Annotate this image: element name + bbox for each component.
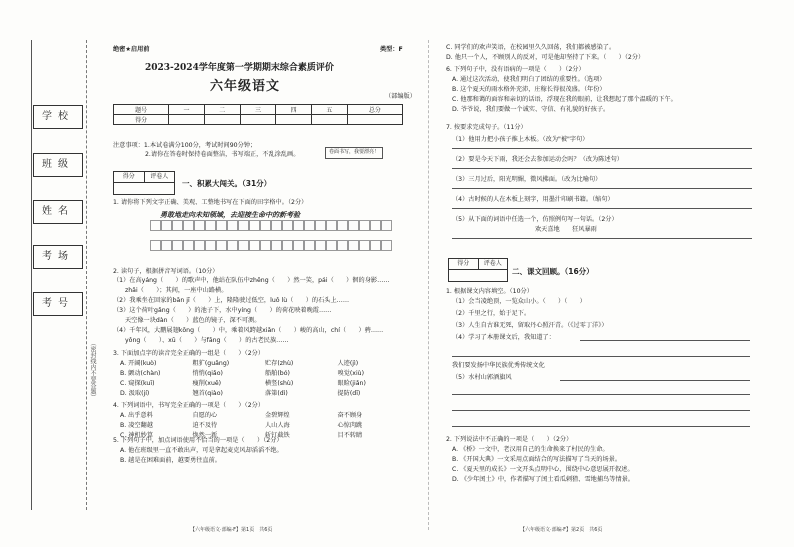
grid-cell[interactable] — [337, 220, 348, 231]
q6-option-c: C. 他那和蔼的面容和亲切的话语，浮现在我的眼前，让我想起了那个温暖的下午。 — [452, 96, 677, 103]
q5-option-a: A. 他在班级里一直不敢出声，可是拿起麦克风却滔滔不绝。 — [120, 447, 283, 454]
q2-line: （3）这个荷叶gǎng（ ）的池子下，水中yíng（ ）的荷花映着晚霞…… — [113, 307, 332, 314]
score-header: 总分 — [347, 105, 402, 115]
q5: 5. 下列句子中，加点词语使用不恰当的一项是（ ）（2分） — [113, 437, 283, 444]
grid-cell[interactable] — [381, 220, 392, 231]
score-label: 得分 — [449, 259, 479, 269]
grid-cell[interactable] — [271, 240, 282, 251]
grid-cell[interactable] — [260, 240, 271, 251]
option-item: 奋不顾身 — [337, 412, 363, 419]
grid-cell[interactable] — [183, 240, 194, 251]
section1-title: 一、积累大闯关。（31分） — [182, 179, 272, 188]
q8-1: （1）会当凌绝顶，一览众山小。（ ）（ ） — [452, 298, 586, 305]
score-row-label: 得分 — [114, 115, 169, 125]
grid-cell[interactable] — [260, 220, 271, 231]
option-item: 嗅觉(xiù) — [337, 370, 365, 377]
year-title: 2023-2024学年度第一学期期末综合素质评价 — [145, 63, 334, 73]
grid-cell[interactable] — [227, 240, 238, 251]
q2-line: （1）在高yáng（ ）的歌声中，他站在队伍中zhēng（ ）然一笑，pái（ ）徊的身影…… — [113, 277, 390, 284]
score-header: 题号 — [114, 105, 169, 115]
grader-label: 评卷人 — [483, 260, 502, 267]
grid-cell[interactable] — [205, 220, 216, 231]
grid-cell[interactable] — [172, 220, 183, 231]
option-item: 横竖(shù) — [265, 380, 294, 387]
option-row — [120, 422, 410, 432]
option-item: 金碧辉煌 — [265, 412, 290, 419]
notes-line-1: 注意事项：1.本试卷满分100分，考试时间90分钟； — [113, 142, 257, 149]
grader-label: 评卷人 — [150, 173, 169, 180]
q7-2: （2）要是今天下雨，我还会去参加运动会吗？（改为陈述句） — [452, 156, 623, 163]
grid-cell[interactable] — [359, 240, 370, 251]
score-cell — [276, 115, 312, 125]
handwriting-stamp: 卷面书写，我要漂亮！ — [325, 147, 383, 159]
score-label: 得分 — [114, 172, 145, 182]
section2-scorebox — [448, 258, 508, 282]
option-row — [120, 412, 410, 422]
answer-line[interactable] — [580, 340, 750, 341]
grid-cell[interactable] — [249, 220, 260, 231]
option-item: 人山人海 — [265, 422, 290, 429]
grid-cell[interactable] — [348, 240, 359, 251]
seal-line — [86, 40, 87, 510]
grid-cell[interactable] — [249, 240, 260, 251]
option-item: B. 凌空翻越 — [120, 422, 153, 429]
option-item: 目不转睛 — [337, 432, 363, 439]
page-footer-left: 【六年级语文·部编·F】第1页 共6页 — [190, 527, 273, 533]
option-row — [120, 390, 410, 400]
binding-line — [31, 40, 32, 510]
fold-line — [428, 40, 429, 530]
grid-cell[interactable] — [370, 220, 381, 231]
option-item: 焕然一新 — [192, 432, 218, 439]
grid-cell[interactable] — [150, 240, 161, 251]
q5-option-d: D. 他只一个人，不顾别人的反对，可是他却坚持了下来。（ ）（2分） — [446, 54, 645, 61]
q7-3: （3）三月过后，阳光明媚，微风拂面。（改为比喻句） — [452, 176, 602, 183]
option-item: C. 神机妙算 — [120, 432, 154, 439]
q6-option-a: A. 通过这次活动，使我们明白了团结的重要性。（选项） — [452, 76, 606, 83]
option-item: C. 窥探(kuī) — [120, 380, 155, 387]
grid-cell[interactable] — [326, 220, 337, 231]
q8-5: 我们要发扬中华民族优秀传统文化 — [452, 362, 545, 369]
grid-cell[interactable] — [304, 220, 315, 231]
grid-cell[interactable] — [238, 220, 249, 231]
option-row — [120, 370, 410, 380]
option-item: 瘦削(xuē) — [192, 380, 222, 387]
q8-2: （2）千里之行，始于足下。 — [452, 310, 531, 317]
q7-5-words: 欢天喜地 狂风暴雨 — [535, 226, 597, 233]
grid-cell[interactable] — [161, 240, 172, 251]
grid-cell[interactable] — [161, 220, 172, 231]
option-item: 提防(dī) — [337, 390, 361, 397]
grid-cell[interactable] — [205, 240, 216, 251]
q3: 3. 下面加点字的读音完全正确的一组是（ ）（2分） — [113, 350, 265, 357]
option-row — [120, 360, 410, 370]
q7-1: （1）他用力把小孩子推上木板。（改为"被"字句） — [452, 136, 589, 143]
q8: 1. 根据课文内容填空。（10分） — [446, 288, 533, 295]
option-item: 船舶(bó) — [265, 370, 290, 377]
q9-option-d: D. 《少年闰土》中，作者描写了闰土看瓜刺猹、雪地捕鸟等情景。 — [452, 476, 634, 483]
secret-label: 绝密★启用前 — [113, 46, 150, 53]
q9: 2. 下列说法中不正确的一项是（ ）（2分） — [446, 436, 573, 443]
q6: 6. 下列句子中，没有语病的一项是（ ）（2分） — [446, 66, 585, 73]
score-cell — [312, 115, 348, 125]
class-box: 班级 — [33, 153, 83, 177]
score-header: 四 — [276, 105, 312, 115]
answer-line[interactable] — [452, 356, 750, 357]
writing-grid[interactable] — [150, 220, 400, 266]
q1: 1. 请你将下列文字正确、美观、工整地书写在下面的田字格中。（2分） — [113, 199, 308, 206]
option-item: 人迹(jì) — [337, 360, 359, 367]
answer-line[interactable] — [452, 208, 752, 209]
option-item: B. 颤动(chàn) — [120, 370, 161, 377]
q7: 7. 按要求完成句子。（11分） — [446, 124, 527, 131]
grid-cell[interactable] — [194, 240, 205, 251]
grid-cell[interactable] — [359, 220, 370, 231]
q2-line: yǒng（ ）、xū（ ）与fāng（ ）的古老民族…… — [125, 337, 289, 344]
q2-line: （4）千年风，大鹏展翅kōng（ ）中，乘着风跨越xiǎn（ ）峻的高山，chí（ ）骋…… — [113, 327, 384, 334]
score-cell — [240, 115, 276, 125]
grid-cell[interactable] — [271, 220, 282, 231]
notes-line-2: 2.请你在答卷时保持卷面整洁，书写端正，不乱涂乱画。 — [145, 151, 300, 158]
option-item: 悄悄(qiǎo) — [192, 370, 223, 377]
option-item: D. 汲取(jí) — [120, 390, 150, 397]
answer-line[interactable] — [452, 410, 750, 411]
grid-cell[interactable] — [337, 240, 348, 251]
q2-line: 天空像一块dàn（ ）蓝色的镜子，深不可测。 — [125, 317, 261, 324]
grid-cell[interactable] — [150, 220, 161, 231]
grid-cell[interactable] — [172, 240, 183, 251]
q9-option-b: B. 《开国大典》一文采用点面结合的写法描写了当天的场景。 — [452, 456, 622, 463]
edition-label: （部编版） — [385, 93, 416, 100]
type-label: 类型：F — [380, 46, 403, 53]
option-item: 自愿的心 — [192, 412, 218, 419]
q5-option-b: B. 越是在困难面前，越要勇往直前。 — [120, 457, 221, 464]
q6-option-d: D. 爷爷说，我们要做一个诚实、守信、有礼貌的好孩子。 — [452, 106, 610, 113]
grid-cell[interactable] — [381, 240, 392, 251]
option-item: 翘首(qiào) — [192, 390, 223, 397]
score-header: 二 — [204, 105, 240, 115]
q6-option-b: B. 这个夏天的雨水格外充沛，庄稼长得很茂盛。（年份） — [452, 86, 606, 93]
q8-3: （3）人生自古谁无死，留取丹心照汗青。（《过零丁洋》） — [452, 322, 608, 329]
option-item: A. 出乎意料 — [120, 412, 153, 419]
section1-scorebox — [113, 171, 175, 195]
option-item: 心惊肉跳 — [337, 422, 363, 429]
option-item: 斩钉截铁 — [265, 432, 290, 439]
score-cell — [169, 115, 205, 125]
answer-line[interactable] — [452, 148, 752, 149]
answer-line[interactable] — [452, 426, 750, 427]
grid-cell[interactable] — [315, 220, 326, 231]
grid-cell[interactable] — [282, 240, 293, 251]
option-item: 贮存(zhù) — [265, 360, 294, 367]
q8-4: （4）学习了本册课文后，我知道了： — [452, 334, 555, 341]
score-header: 一 — [169, 105, 205, 115]
grid-cell[interactable] — [227, 220, 238, 231]
grid-cell[interactable] — [216, 220, 227, 231]
q9-option-a: A. 《桥》一文中，老汉用自己的生命换来了村民的生命。 — [452, 446, 609, 453]
q9-option-c: C. 《夏天里的成长》一文开头点明中心，围绕中心意思展开叙述。 — [452, 466, 634, 473]
grid-cell[interactable] — [293, 240, 304, 251]
binding-strip — [0, 0, 112, 547]
page-footer-right: 【六年级语文·部编·F】第2页 共6页 — [520, 527, 603, 533]
q2-line: zhǎi（ ）；其间，一座中山路横。 — [125, 287, 228, 294]
q5-option-c: C. 同学们的欢声笑语，在校园里久久回荡，我们都被感染了。 — [446, 44, 616, 51]
seal-note: （密封线内不要答题） — [89, 340, 96, 400]
score-cell — [347, 115, 402, 125]
q3-options — [120, 360, 410, 400]
name-box: 姓名 — [33, 200, 83, 224]
q1-copy-text: 勇敢地走向未知领域，去迎接生命中的新考验 — [160, 211, 300, 219]
option-item: 眼睑(jiǎn) — [337, 380, 366, 387]
score-table — [113, 104, 403, 125]
answer-line[interactable] — [560, 380, 750, 381]
option-item: A. 开阔(kuò) — [120, 360, 157, 367]
exam-room-box: 考场 — [33, 245, 83, 269]
score-header: 三 — [240, 105, 276, 115]
subject-title: 六年级语文 — [210, 79, 281, 94]
grid-cell[interactable] — [304, 240, 315, 251]
q2-header: 2. 读句子，根据拼音写词语。（10分） — [113, 268, 219, 275]
option-row — [120, 380, 410, 390]
school-box: 学校 — [33, 105, 83, 129]
section2-title: 二、课文回顾。（16分） — [512, 267, 594, 276]
grid-cell[interactable] — [282, 220, 293, 231]
q8-6: （5）水村山郭酒旗风 — [452, 374, 512, 381]
grid-cell[interactable] — [315, 240, 326, 251]
answer-line[interactable] — [452, 394, 750, 395]
q4: 4. 下列词语中，书写完全正确的一项是（ ）（2分） — [113, 402, 265, 409]
grid-cell[interactable] — [183, 220, 194, 231]
grid-cell[interactable] — [293, 220, 304, 231]
option-item: 迫不及待 — [192, 422, 218, 429]
exam-number-box: 考号 — [33, 292, 83, 316]
grid-cell[interactable] — [326, 240, 337, 251]
grid-cell[interactable] — [348, 220, 359, 231]
answer-line[interactable] — [452, 238, 752, 239]
score-cell — [204, 115, 240, 125]
answer-line[interactable] — [452, 188, 752, 189]
option-item: 落第(dì) — [265, 390, 288, 397]
answer-line[interactable] — [452, 168, 752, 169]
score-header: 五 — [312, 105, 348, 115]
grid-cell[interactable] — [370, 240, 381, 251]
q2-line: （2）我乘坐在回家的bān jī（ ）上，隆隆驶过低空，luǒ lù（ ）的石头上…… — [113, 297, 350, 304]
q7-5: （5）从下面的词语中任选一个，仿照例句写一句话。（2分） — [452, 216, 618, 223]
grid-cell[interactable] — [194, 220, 205, 231]
q7-4: （4）古时候的人在木板上刻字，用墨汁印刷书籍。（缩句） — [452, 196, 614, 203]
option-item: 粗犷(guǎng) — [192, 360, 230, 367]
grid-cell[interactable] — [238, 240, 249, 251]
grid-cell[interactable] — [216, 240, 227, 251]
